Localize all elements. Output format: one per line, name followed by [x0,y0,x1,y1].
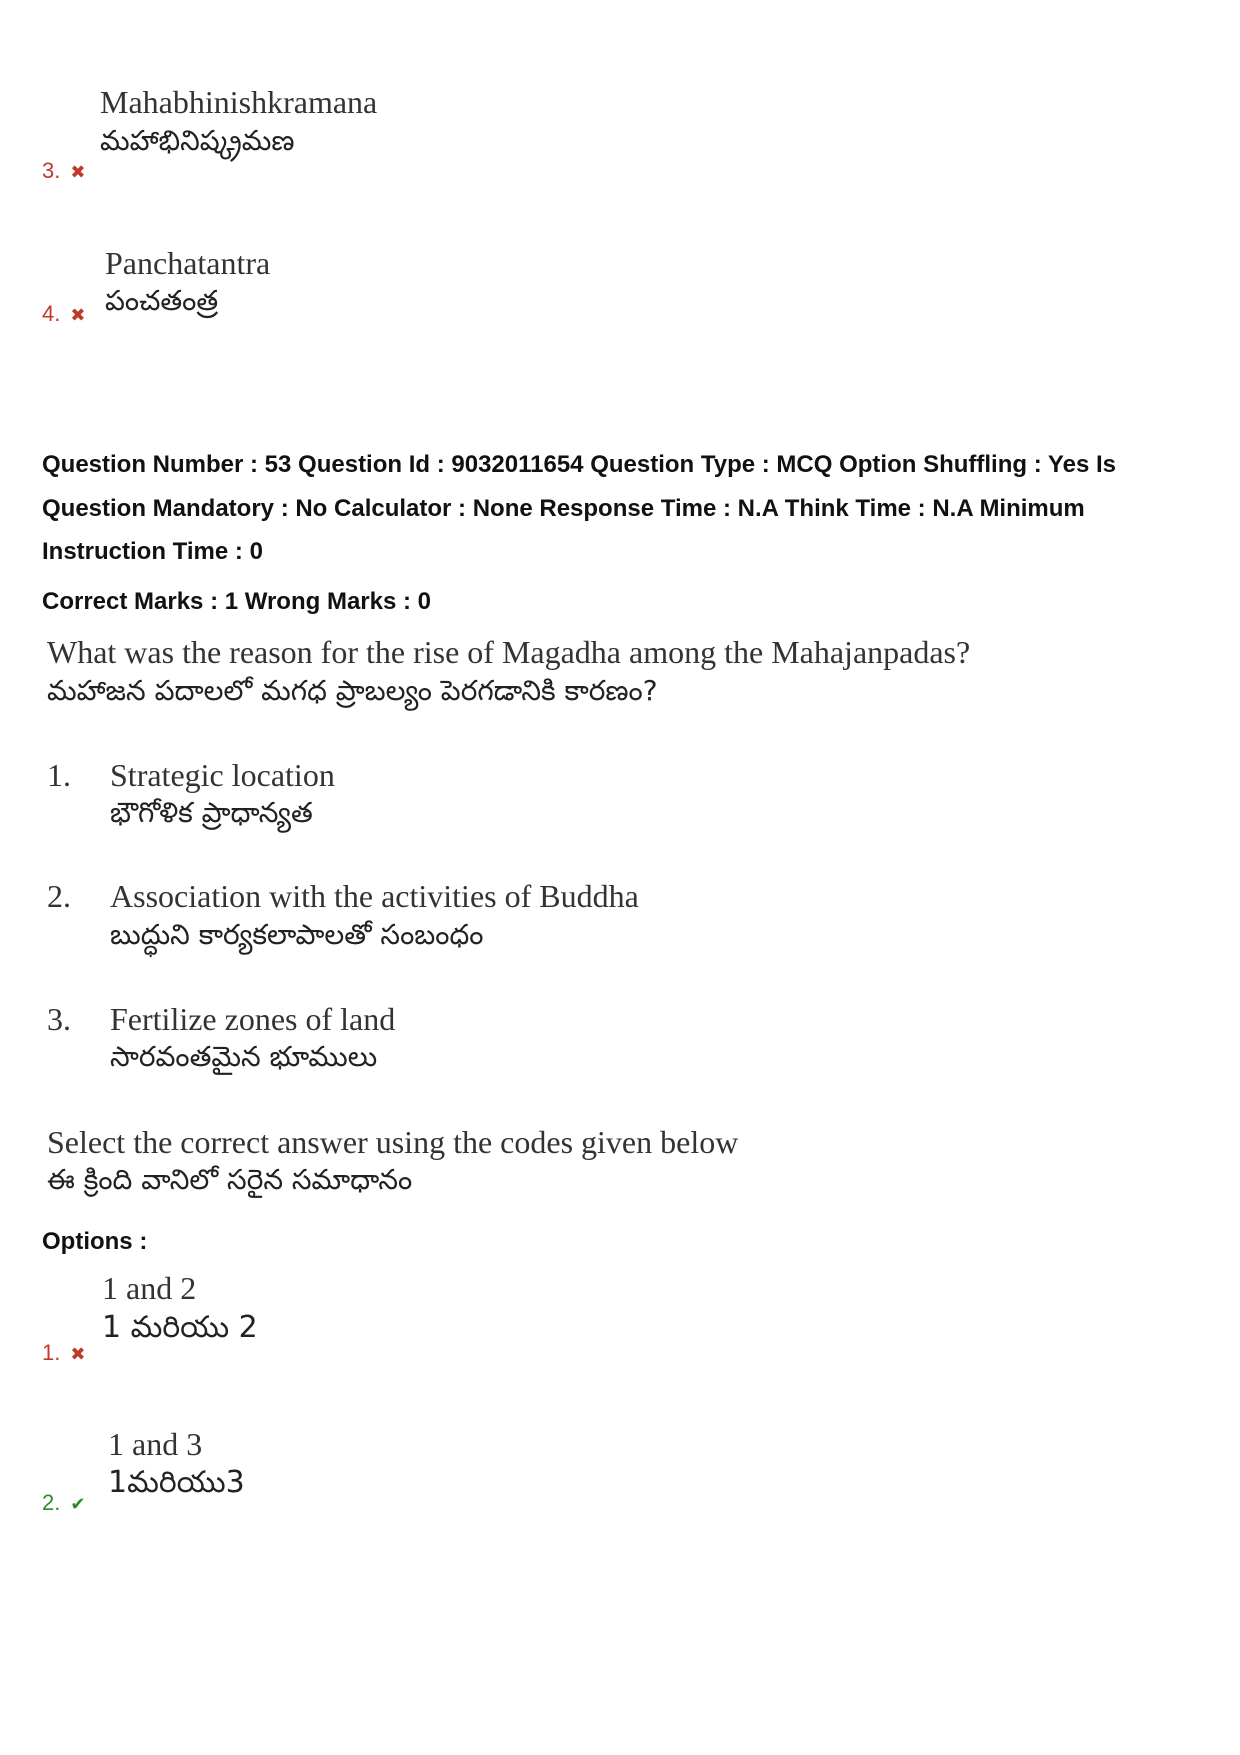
prev-option-3-number: 3. [42,158,61,183]
question-meta-line-3: Instruction Time : 0 [42,538,263,565]
question-meta-line-1: Question Number : 53 Question Id : 9032011654 Question Type : MCQ Option Shuffling : Yes Is [42,451,1116,478]
instruction-te: ఈ క్రింది వానిలో సరైన సమాధానం [47,1163,413,1196]
statement-3-number: 3. [47,1001,71,1037]
prev-option-4-number: 4. [42,301,61,326]
instruction-en: Select the correct answer using the codes given below [47,1124,739,1160]
option-1-number-row[interactable] [42,1340,85,1366]
option-1-te: 1 మరియు 2 [102,1310,258,1345]
option-2-number: 2. [42,1490,61,1515]
question-text-en: What was the reason for the rise of Magadha among the Mahajanpadas? [47,634,971,670]
cross-icon: ✖ [70,1344,86,1364]
statement-1-number: 1. [47,757,71,793]
option-1-number: 1. [42,1340,61,1365]
option-2-number-row[interactable] [42,1490,85,1516]
statement-1-en: Strategic location [110,757,335,793]
prev-option-3-en: Mahabhinishkramana [100,84,378,120]
statement-3-en: Fertilize zones of land [110,1001,396,1037]
statement-1-te: భౌగోళిక ప్రాధాన్యత [110,796,313,829]
question-text-te: మహాజన పదాలలో మగధ ప్రాబల్యం పెరగడానికి కారణం? [47,674,658,707]
question-meta-line-2: Question Mandatory : No Calculator : None Response Time : N.A Think Time : N.A Minimum [42,495,1085,522]
question-marks: Correct Marks : 1 Wrong Marks : 0 [42,588,432,615]
cross-icon: ✖ [70,162,86,182]
check-icon: ✔ [70,1494,86,1514]
prev-option-4-te: పంచతంత్ర [105,284,219,317]
cross-icon: ✖ [70,305,86,325]
prev-option-3-number-row [42,158,85,184]
prev-option-3-te: మహాభినిష్క్రమణ [100,124,295,157]
option-1-en: 1 and 2 [102,1270,197,1306]
statement-2-te: బుద్ధుని కార్యకలాపాలతో సంబంధం [110,918,484,951]
option-2-te: 1మరియు3 [108,1465,245,1500]
option-2-en: 1 and 3 [108,1426,203,1462]
statement-3-te: సారవంతమైన భూములు [110,1040,378,1073]
options-label: Options : [42,1228,148,1255]
statement-2-number: 2. [47,878,71,914]
statement-2-en: Association with the activities of Buddha [110,878,639,914]
prev-option-4-en: Panchatantra [105,245,271,281]
prev-option-4-number-row [42,301,85,327]
